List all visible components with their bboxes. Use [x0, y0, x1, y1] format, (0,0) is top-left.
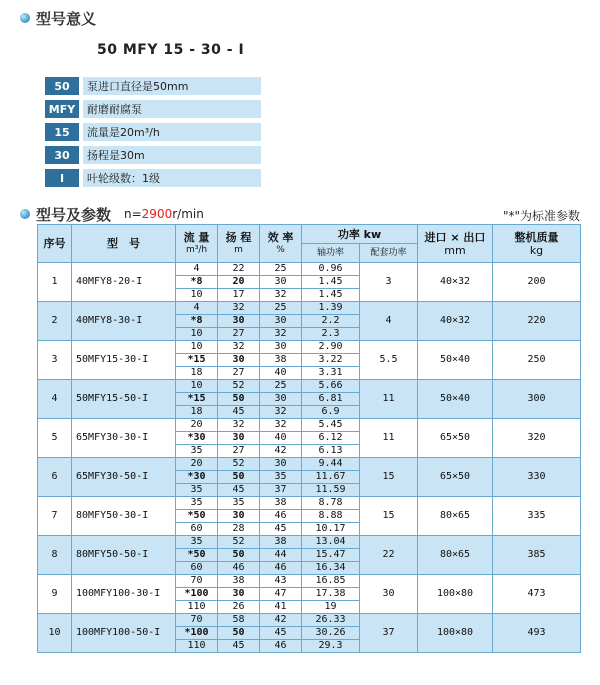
cell-efficiency: 38 [260, 536, 302, 549]
cell-model: 50MFY15-30-I [72, 341, 176, 380]
cell-flow: *15 [176, 354, 218, 367]
meaning-text: 泵进口直径是50mm [83, 77, 261, 95]
model-meaning-row [45, 123, 261, 141]
cell-flow: 35 [176, 497, 218, 510]
rotation-speed [124, 207, 204, 221]
cell-flow: 18 [176, 367, 218, 380]
cell-motor-power: 5.5 [360, 341, 418, 380]
cell-shaft-power: 8.78 [302, 497, 360, 510]
meaning-code: 50 [45, 77, 79, 95]
meaning-code: I [45, 169, 79, 187]
cell-head: 58 [218, 614, 260, 627]
cell-head: 28 [218, 523, 260, 536]
cell-shaft-power: 6.12 [302, 432, 360, 445]
cell-head: 27 [218, 367, 260, 380]
cell-motor-power: 11 [360, 419, 418, 458]
cell-efficiency: 47 [260, 588, 302, 601]
cell-head: 32 [218, 419, 260, 432]
cell-head: 30 [218, 315, 260, 328]
cell-flow: *50 [176, 549, 218, 562]
cell-motor-power: 4 [360, 302, 418, 341]
cell-efficiency: 25 [260, 302, 302, 315]
cell-shaft-power: 6.13 [302, 445, 360, 458]
cell-inlet-outlet: 65×50 [418, 419, 493, 458]
cell-motor-power: 22 [360, 536, 418, 575]
cell-model: 40MFY8-30-I [72, 302, 176, 341]
cell-efficiency: 41 [260, 601, 302, 614]
cell-shaft-power: 30.26 [302, 627, 360, 640]
cell-efficiency: 38 [260, 354, 302, 367]
cell-head: 50 [218, 471, 260, 484]
cell-shaft-power: 2.3 [302, 328, 360, 341]
cell-shaft-power: 13.04 [302, 536, 360, 549]
header-model: 型 号 [72, 225, 176, 263]
cell-shaft-power: 10.17 [302, 523, 360, 536]
cell-motor-power: 30 [360, 575, 418, 614]
cell-head: 22 [218, 263, 260, 276]
cell-seq: 10 [38, 614, 72, 653]
header-shaft-power: 轴功率 [302, 244, 360, 263]
cell-head: 26 [218, 601, 260, 614]
cell-head: 20 [218, 276, 260, 289]
meaning-code: MFY [45, 100, 79, 118]
table-row [38, 614, 581, 627]
cell-model: 80MFY50-30-I [72, 497, 176, 536]
header-head: 扬 程 m [218, 225, 260, 263]
cell-efficiency: 46 [260, 510, 302, 523]
cell-head: 27 [218, 328, 260, 341]
cell-efficiency: 30 [260, 393, 302, 406]
cell-model: 50MFY15-50-I [72, 380, 176, 419]
cell-head: 45 [218, 406, 260, 419]
header-motor-power: 配套功率 [360, 244, 418, 263]
cell-inlet-outlet: 40×32 [418, 302, 493, 341]
table-row [38, 497, 581, 510]
cell-weight: 200 [493, 263, 581, 302]
cell-efficiency: 30 [260, 458, 302, 471]
cell-seq: 6 [38, 458, 72, 497]
cell-head: 32 [218, 302, 260, 315]
cell-inlet-outlet: 80×65 [418, 536, 493, 575]
cell-shaft-power: 26.33 [302, 614, 360, 627]
section-bullet-icon [20, 209, 30, 219]
cell-motor-power: 37 [360, 614, 418, 653]
cell-efficiency: 42 [260, 445, 302, 458]
cell-flow: 60 [176, 562, 218, 575]
cell-shaft-power: 1.39 [302, 302, 360, 315]
cell-inlet-outlet: 50×40 [418, 341, 493, 380]
cell-shaft-power: 6.81 [302, 393, 360, 406]
cell-motor-power: 11 [360, 380, 418, 419]
cell-shaft-power: 8.88 [302, 510, 360, 523]
cell-inlet-outlet: 50×40 [418, 380, 493, 419]
cell-efficiency: 46 [260, 562, 302, 575]
cell-weight: 493 [493, 614, 581, 653]
cell-weight: 330 [493, 458, 581, 497]
cell-flow: 110 [176, 640, 218, 653]
cell-motor-power: 3 [360, 263, 418, 302]
cell-flow: 4 [176, 302, 218, 315]
cell-flow: 10 [176, 380, 218, 393]
cell-seq: 4 [38, 380, 72, 419]
cell-efficiency: 30 [260, 315, 302, 328]
cell-head: 38 [218, 575, 260, 588]
model-meaning-row [45, 77, 261, 95]
cell-head: 32 [218, 341, 260, 354]
cell-seq: 9 [38, 575, 72, 614]
cell-shaft-power: 11.67 [302, 471, 360, 484]
table-row [38, 575, 581, 588]
cell-shaft-power: 16.85 [302, 575, 360, 588]
cell-shaft-power: 19 [302, 601, 360, 614]
header-power: 功率 kw [302, 225, 418, 244]
cell-flow: 35 [176, 536, 218, 549]
cell-efficiency: 25 [260, 263, 302, 276]
cell-weight: 473 [493, 575, 581, 614]
cell-head: 52 [218, 536, 260, 549]
meaning-text: 扬程是30m [83, 146, 261, 164]
meaning-text: 耐磨耐腐泵 [83, 100, 261, 118]
cell-shaft-power: 3.31 [302, 367, 360, 380]
section-title-model-params: 型号及参数 [36, 206, 112, 224]
standard-param-note: "*"为标准参数 [502, 209, 580, 223]
cell-shaft-power: 5.45 [302, 419, 360, 432]
cell-head: 45 [218, 640, 260, 653]
table-row [38, 419, 581, 432]
cell-head: 30 [218, 588, 260, 601]
speed-unit: r/min [172, 207, 204, 221]
cell-efficiency: 40 [260, 367, 302, 380]
cell-weight: 250 [493, 341, 581, 380]
cell-flow: 70 [176, 575, 218, 588]
cell-efficiency: 42 [260, 614, 302, 627]
cell-efficiency: 30 [260, 341, 302, 354]
cell-shaft-power: 29.3 [302, 640, 360, 653]
table-row [38, 458, 581, 471]
table-row [38, 302, 581, 315]
cell-motor-power: 15 [360, 458, 418, 497]
header-efficiency: 效 率 % [260, 225, 302, 263]
cell-seq: 5 [38, 419, 72, 458]
cell-flow: 35 [176, 484, 218, 497]
cell-model: 80MFY50-50-I [72, 536, 176, 575]
cell-shaft-power: 1.45 [302, 276, 360, 289]
model-code-example: 50 MFY 15 - 30 - I [97, 42, 245, 58]
cell-head: 50 [218, 549, 260, 562]
cell-head: 30 [218, 354, 260, 367]
model-meaning-row [45, 146, 261, 164]
cell-shaft-power: 6.9 [302, 406, 360, 419]
cell-head: 52 [218, 458, 260, 471]
model-meaning-row [45, 100, 261, 118]
cell-flow: 110 [176, 601, 218, 614]
cell-weight: 385 [493, 536, 581, 575]
speed-prefix: n= [124, 207, 142, 221]
cell-efficiency: 35 [260, 471, 302, 484]
cell-flow: 10 [176, 341, 218, 354]
cell-flow: 4 [176, 263, 218, 276]
cell-head: 30 [218, 432, 260, 445]
cell-flow: *100 [176, 627, 218, 640]
cell-efficiency: 46 [260, 640, 302, 653]
table-row [38, 380, 581, 393]
cell-inlet-outlet: 80×65 [418, 497, 493, 536]
cell-efficiency: 32 [260, 419, 302, 432]
cell-weight: 220 [493, 302, 581, 341]
cell-efficiency: 32 [260, 328, 302, 341]
cell-head: 17 [218, 289, 260, 302]
cell-weight: 300 [493, 380, 581, 419]
speed-value: 2900 [141, 207, 173, 221]
cell-seq: 1 [38, 263, 72, 302]
cell-flow: *30 [176, 471, 218, 484]
cell-flow: 20 [176, 458, 218, 471]
header-inlet-outlet: 进口 × 出口 mm [418, 225, 493, 263]
cell-flow: 60 [176, 523, 218, 536]
cell-seq: 7 [38, 497, 72, 536]
cell-efficiency: 37 [260, 484, 302, 497]
cell-seq: 8 [38, 536, 72, 575]
cell-model: 40MFY8-20-I [72, 263, 176, 302]
cell-model: 65MFY30-30-I [72, 419, 176, 458]
cell-seq: 3 [38, 341, 72, 380]
cell-flow: *100 [176, 588, 218, 601]
cell-efficiency: 45 [260, 627, 302, 640]
model-meaning-row [45, 169, 261, 187]
cell-efficiency: 32 [260, 289, 302, 302]
cell-shaft-power: 16.34 [302, 562, 360, 575]
cell-head: 35 [218, 497, 260, 510]
cell-shaft-power: 5.66 [302, 380, 360, 393]
cell-weight: 320 [493, 419, 581, 458]
table-row [38, 263, 581, 276]
cell-inlet-outlet: 40×32 [418, 263, 493, 302]
cell-efficiency: 38 [260, 497, 302, 510]
cell-shaft-power: 9.44 [302, 458, 360, 471]
cell-shaft-power: 0.96 [302, 263, 360, 276]
cell-flow: 10 [176, 289, 218, 302]
cell-efficiency: 40 [260, 432, 302, 445]
meaning-code: 15 [45, 123, 79, 141]
meaning-text: 叶轮级数：1级 [83, 169, 261, 187]
cell-model: 100MFY100-50-I [72, 614, 176, 653]
cell-efficiency: 44 [260, 549, 302, 562]
table-row [38, 341, 581, 354]
cell-shaft-power: 1.45 [302, 289, 360, 302]
cell-efficiency: 32 [260, 406, 302, 419]
cell-flow: 10 [176, 328, 218, 341]
header-weight: 整机质量 kg [493, 225, 581, 263]
cell-shaft-power: 15.47 [302, 549, 360, 562]
cell-flow: *30 [176, 432, 218, 445]
cell-weight: 335 [493, 497, 581, 536]
cell-head: 50 [218, 627, 260, 640]
cell-flow: *8 [176, 315, 218, 328]
cell-inlet-outlet: 100×80 [418, 614, 493, 653]
cell-efficiency: 45 [260, 523, 302, 536]
cell-flow: *15 [176, 393, 218, 406]
table-row [38, 536, 581, 549]
meaning-text: 流量是20m³/h [83, 123, 261, 141]
cell-flow: 20 [176, 419, 218, 432]
header-seq: 序号 [38, 225, 72, 263]
cell-head: 52 [218, 380, 260, 393]
cell-motor-power: 15 [360, 497, 418, 536]
cell-head: 30 [218, 510, 260, 523]
cell-efficiency: 43 [260, 575, 302, 588]
cell-inlet-outlet: 65×50 [418, 458, 493, 497]
cell-shaft-power: 17.38 [302, 588, 360, 601]
cell-shaft-power: 11.59 [302, 484, 360, 497]
cell-model: 65MFY30-50-I [72, 458, 176, 497]
cell-flow: 70 [176, 614, 218, 627]
cell-efficiency: 25 [260, 380, 302, 393]
cell-head: 50 [218, 393, 260, 406]
cell-seq: 2 [38, 302, 72, 341]
cell-flow: *8 [176, 276, 218, 289]
cell-shaft-power: 2.90 [302, 341, 360, 354]
cell-flow: 35 [176, 445, 218, 458]
header-flow: 流 量 m³/h [176, 225, 218, 263]
cell-head: 27 [218, 445, 260, 458]
section-title-model-meaning: 型号意义 [36, 10, 97, 28]
cell-shaft-power: 3.22 [302, 354, 360, 367]
cell-flow: *50 [176, 510, 218, 523]
cell-head: 46 [218, 562, 260, 575]
cell-flow: 18 [176, 406, 218, 419]
cell-inlet-outlet: 100×80 [418, 575, 493, 614]
cell-head: 45 [218, 484, 260, 497]
cell-shaft-power: 2.2 [302, 315, 360, 328]
meaning-code: 30 [45, 146, 79, 164]
cell-efficiency: 30 [260, 276, 302, 289]
cell-model: 100MFY100-30-I [72, 575, 176, 614]
section-bullet-icon [20, 13, 30, 23]
parameter-table [37, 224, 581, 653]
